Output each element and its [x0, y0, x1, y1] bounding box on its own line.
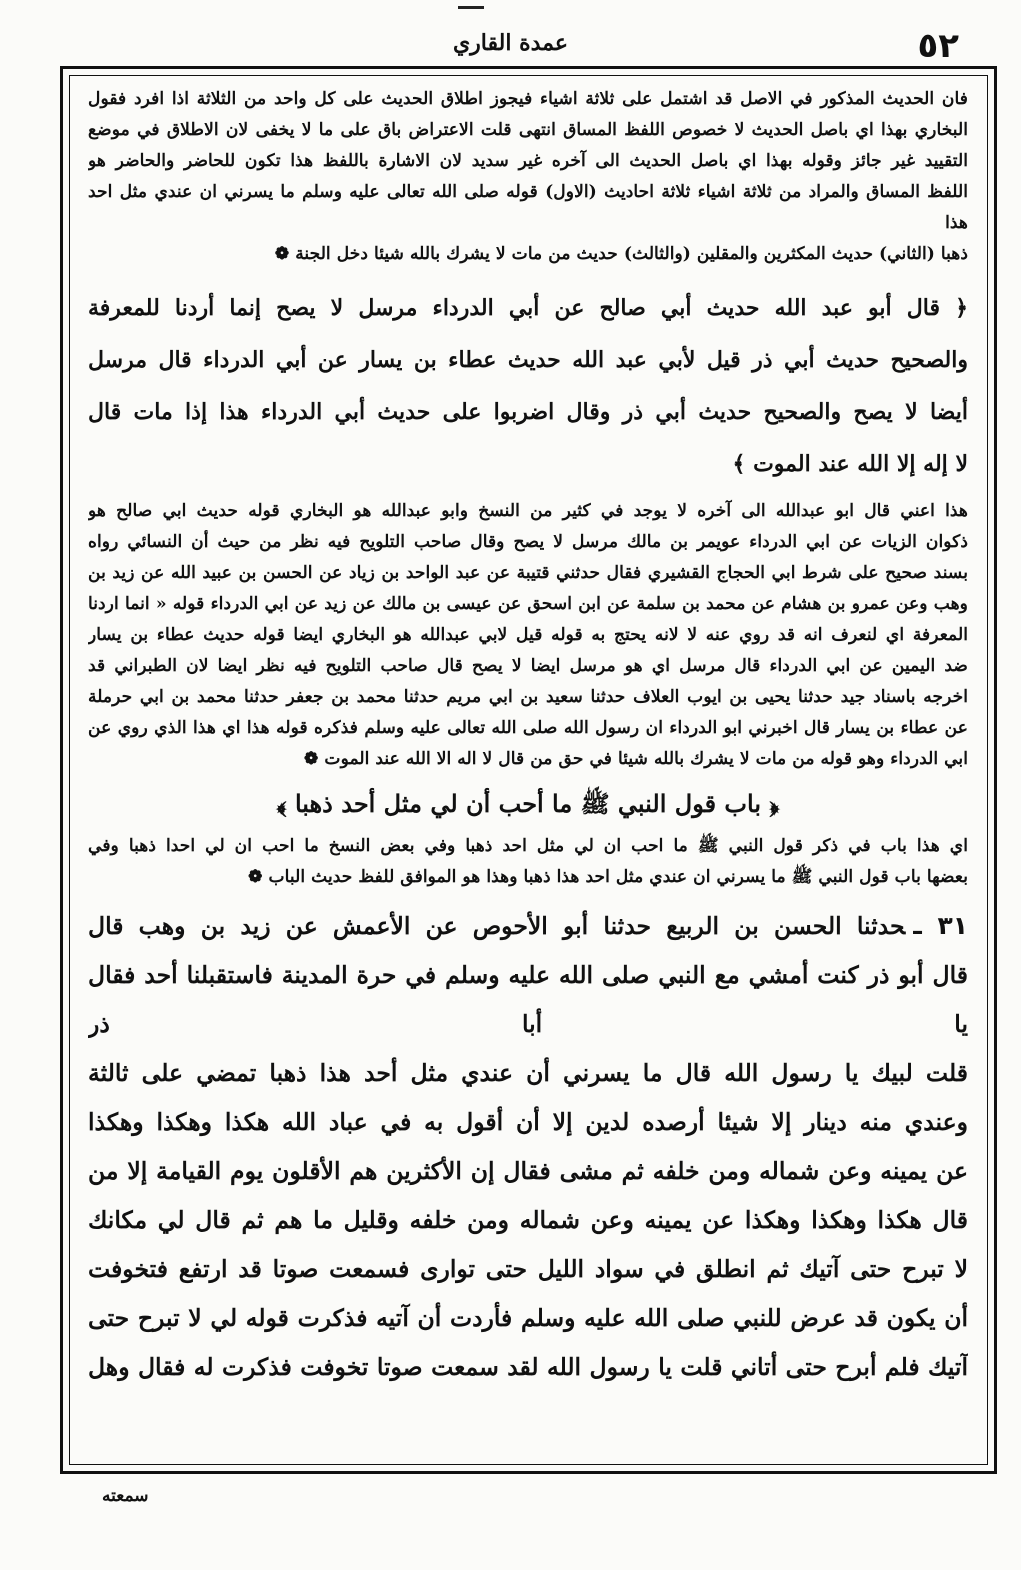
page-content: [88, 84, 968, 1462]
commentary-middle: [88, 496, 968, 775]
commentary-line: اخرجه باسناد جيد حدثنا يحيى بن ايوب العلاف حدثنا سعيد بن ابي مريم حدثنا محمد بن جعفر حدثنا محمد بن ابي حرملة: [88, 687, 968, 707]
commentary-line: عن عطاء بن يسار قال اخبرني ابو الدرداء ان رسول الله صلى الله تعالى عليه وسلم فذكره قوله هذا اي هذا الذي روي عن: [88, 718, 968, 738]
commentary-line: اللفظ المساق والمراد من ثلاثة اشياء ثلاثة احاديث (الاول) قوله صلى الله تعالى عليه وسلم ما يسرني ان عندي مثل احد هذا: [88, 182, 968, 233]
commentary-line: ابي الدرداء وهو قوله من مات لا يشرك بالله شيئا في حق من قال لا اله الا الله عند الموت ❁: [304, 749, 968, 769]
catchword: سمعته: [102, 1486, 149, 1506]
commentary-line: ذهبا (الثاني) حديث المكثرين والمقلين (والثالث) حديث من مات لا يشرك بالله شيئا دخل الجنة ❁: [274, 244, 968, 264]
hadith-number: ٣١ ـ: [913, 911, 968, 940]
commentary-line: فان الحديث المذكور في الاصل قد اشتمل على ثلاثة اشياء فيجوز اطلاق الحديث على كل واحد من الثلاثة اذا افرد فقول: [88, 89, 968, 109]
commentary-top: [88, 84, 968, 270]
matn-line: لا إله إلا الله عند الموت ﴾: [732, 451, 968, 477]
hadith-line: أن يكون قد عرض للنبي صلى الله عليه وسلم فأردت أن آتيه فذكرت قوله لي لا تبرح حتى: [88, 1304, 968, 1332]
commentary-line: ضد اليمين عن ابي الدرداء قال مرسل اي هو مرسل ايضا لا يصح قال صاحب التلويح فيه نظر ايضا لان الطبراني قد: [88, 656, 968, 676]
chapter-heading: ﴿ باب قول النبي ﷺ ما أحب أن لي مثل أحد ذهبا ﴾: [276, 789, 780, 818]
hadith-line: آتيك فلم أبرح حتى أتاني قلت يا رسول الله لقد سمعت صوتا تخوفت فذكرت له فقال وهل: [88, 1353, 968, 1381]
commentary-line: هذا اعني قال ابو عبدالله الى آخره لا يوجد في كثير من النسخ وابو عبدالله هو البخاري قوله حديث ابي صالح هو: [88, 501, 968, 521]
commentary-line: وهب وعن عمرو بن هشام عن محمد بن سلمة عن ابن اسحق عن عيسى بن مالك عن زيد عن ابي الدرداء قوله « انما اردنا: [88, 594, 968, 614]
commentary-line: البخاري بهذا اي باصل الحديث لا خصوص اللفظ المساق انتهى قلت الاعتراض باق على ما لا يخفى لان الاطلاق في موضع: [88, 120, 968, 140]
hadith-text: حدثنا الحسن بن الربيع حدثنا أبو الأحوص عن الأعمش عن زيد بن وهب قال: [88, 912, 906, 940]
hadith-line: وعندي منه دينار إلا شيئا أرصده لدين إلا أن أقول به في عباد الله هكذا وهكذا وهكذا: [88, 1108, 968, 1136]
commentary-line: المعرفة اي لنعرف انه قد روي عنه لا لانه يحتج به قوله قيل لابي عبدالله هو البخاري ايضا قوله حديث عطاء بن يسار: [88, 625, 968, 645]
matn-line: والصحيح حديث أبي ذر قيل لأبي عبد الله حديث عطاء بن يسار عن أبي الدرداء قال مرسل: [88, 347, 968, 373]
hadith-line: لا تبرح حتى آتيك ثم انطلق في سواد الليل حتى توارى فسمعت صوتا قد ارتفع فتخوفت: [88, 1255, 968, 1283]
commentary-line: التقييد غير جائز وقوله بهذا اي باصل الحديث الى آخره غير سديد لان الاشارة باللفظ هذا تكون للحاضر والحاضر هو: [88, 151, 968, 171]
hadith-line: قال أبو ذر كنت أمشي مع النبي صلى الله عليه وسلم في حرة المدينة فاستقبلنا أحد فقال يا أبا ذر: [88, 961, 968, 1038]
hadith-line: قلت لبيك يا رسول الله قال ما يسرني أن عندي مثل أحد هذا ذهبا تمضي على ثالثة: [88, 1059, 968, 1087]
matn-line: ﴿ قال أبو عبد الله حديث أبي صالح عن أبي الدرداء مرسل لا يصح إنما أردنا للمعرفة: [88, 295, 968, 321]
hadith-line: [88, 901, 968, 951]
top-dash: [458, 6, 484, 9]
hadith-block: [88, 901, 968, 1392]
note-line: بعضها باب قول النبي ﷺ ما يسرني ان عندي مثل احد هذا ذهبا وهذا هو الموافق للفظ حديث الباب ❁: [248, 867, 968, 887]
running-title: عمدة القاري: [452, 30, 569, 56]
chapter-note: [88, 831, 968, 893]
note-line: اي هذا باب في ذكر قول النبي ﷺ ما احب ان لي مثل احد ذهبا وفي بعض النسخ ما احب ان لي احدا ذهبا وفي: [88, 836, 968, 856]
hadith-line: عن يمينه وعن شماله ومن خلفه ثم مشى فقال إن الأكثرين هم الأقلون يوم القيامة إلا من: [88, 1157, 968, 1185]
matn-line: أيضا لا يصح والصحيح حديث أبي ذر وقال اضربوا على حديث أبي الدرداء هذا إذا مات قال: [88, 399, 968, 425]
matn-block: [88, 282, 968, 490]
page-number: ٥٢: [917, 26, 959, 66]
commentary-line: بسند صحيح على شرط ابي الحجاج القشيري فقال حدثني قتيبة عن عبد الواحد بن زياد عن الحسن بن عبيد الله عن زيد بن: [88, 563, 968, 583]
hadith-line: قال هكذا وهكذا وهكذا عن يمينه وعن شماله ومن خلفه وقليل ما هم ثم قال لي مكانك: [88, 1206, 968, 1234]
commentary-line: ذكوان الزيات عن ابي الدرداء عويمر بن مالك مرسل لا يصح وقال صاحب التلويح فيه نظر من حيث أن النسائي رواه: [88, 532, 968, 552]
